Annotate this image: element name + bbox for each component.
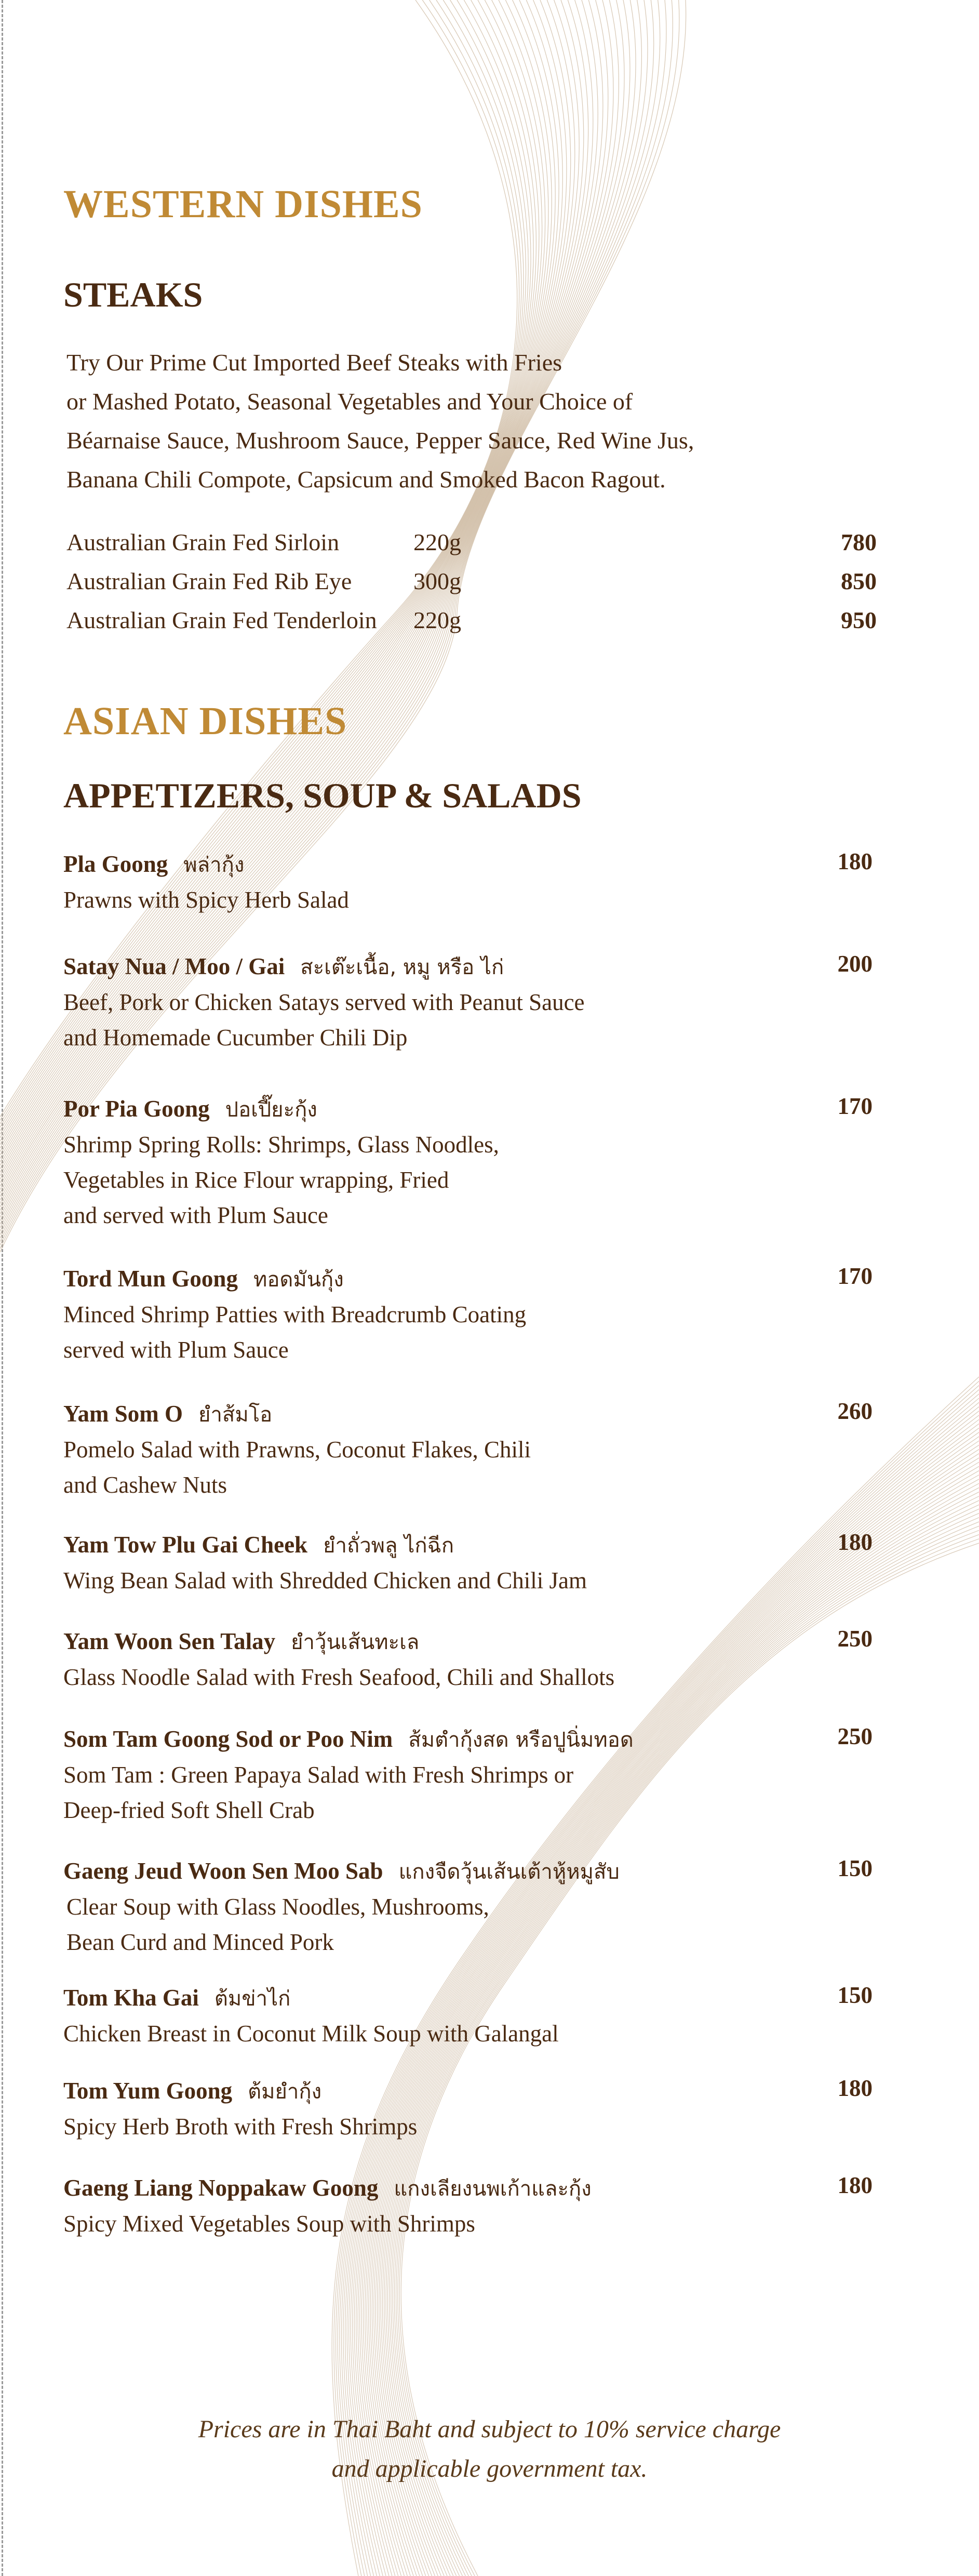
dish-thai-name: ต้มข่าไก่ xyxy=(214,1987,291,2011)
steak-price: 780 xyxy=(841,529,877,555)
disclaimer-line: and applicable government tax. xyxy=(331,2455,648,2482)
dish-price: 180 xyxy=(837,848,873,874)
dish-thai-name: ยำส้มโอ xyxy=(198,1403,273,1427)
dish-description: and Cashew Nuts xyxy=(63,1472,227,1498)
dish-description: and Homemade Cucumber Chili Dip xyxy=(63,1025,408,1051)
appetizers-soup-salads-title: APPETIZERS, SOUP & SALADS xyxy=(63,776,582,815)
dish-description: and served with Plum Sauce xyxy=(63,1202,328,1228)
dish-price: 170 xyxy=(837,1093,873,1119)
dish-name: Yam Woon Sen Talay xyxy=(63,1628,276,1654)
dish-thai-name: แกงเลียงนพเก้าและกุ้ง xyxy=(394,2177,592,2201)
dish-satay xyxy=(63,950,873,1055)
intro-line: Béarnaise Sauce, Mushroom Sauce, Pepper Sauce, Red Wine Jus, xyxy=(66,427,694,454)
steak-price: 950 xyxy=(841,607,877,633)
dish-price: 260 xyxy=(837,1398,873,1424)
dish-description: Deep-fried Soft Shell Crab xyxy=(63,1797,315,1823)
dish-price: 180 xyxy=(837,2075,873,2101)
dish-gaeng-liang xyxy=(63,2172,873,2241)
dish-tom-yum-goong xyxy=(63,2075,873,2144)
dish-name: Por Pia Goong xyxy=(63,1096,210,1122)
steak-row-rib-eye xyxy=(66,567,877,604)
steaks-title: STEAKS xyxy=(63,275,203,314)
dish-description: Prawns with Spicy Herb Salad xyxy=(63,887,349,913)
dish-description: Chicken Breast in Coconut Milk Soup with Galangal xyxy=(63,2021,559,2047)
dish-name: Tom Kha Gai xyxy=(63,1985,199,2011)
asian-dishes-title: ASIAN DISHES xyxy=(63,699,347,743)
steak-weight: 300g xyxy=(413,568,461,594)
dish-description: Bean Curd and Minced Pork xyxy=(66,1929,334,1955)
dish-description: Wing Bean Salad with Shredded Chicken and Chili Jam xyxy=(63,1568,587,1594)
dish-thai-name: ปอเปี๊ยะกุ้ง xyxy=(225,1098,317,1122)
steaks-intro xyxy=(66,343,846,499)
dish-price: 170 xyxy=(837,1263,873,1289)
dish-som-tam xyxy=(63,1723,873,1828)
steak-row-tenderloin xyxy=(66,606,877,643)
dish-description: Beef, Pork or Chicken Satays served with Peanut Sauce xyxy=(63,989,585,1015)
western-dishes-title: WESTERN DISHES xyxy=(63,182,423,226)
dish-description: Shrimp Spring Rolls: Shrimps, Glass Noodles, xyxy=(63,1132,499,1158)
steak-name: Australian Grain Fed Sirloin xyxy=(66,529,340,555)
dish-name: Gaeng Jeud Woon Sen Moo Sab xyxy=(63,1858,383,1884)
dish-tom-kha-gai xyxy=(63,1982,873,2051)
steak-weight: 220g xyxy=(413,529,461,555)
dish-description: Clear Soup with Glass Noodles, Mushrooms, xyxy=(66,1894,489,1920)
dish-description: served with Plum Sauce xyxy=(63,1337,289,1363)
dish-thai-name: ส้มตำกุ้งสด หรือปูนิ่มทอด xyxy=(408,1728,634,1752)
dish-description: Minced Shrimp Patties with Breadcrumb Coating xyxy=(63,1302,527,1327)
dish-yam-tow-plu-gai-cheek xyxy=(63,1529,873,1598)
dish-name: Tord Mun Goong xyxy=(63,1266,238,1292)
dish-price: 180 xyxy=(837,1529,873,1555)
dish-price: 200 xyxy=(837,951,873,977)
dish-price: 150 xyxy=(837,1855,873,1881)
dish-price: 250 xyxy=(837,1723,873,1749)
dish-thai-name: พล่ากุ้ง xyxy=(183,853,245,877)
dish-name: Yam Som O xyxy=(63,1401,183,1427)
dish-description: Spicy Herb Broth with Fresh Shrimps xyxy=(63,2114,418,2140)
dish-description: Pomelo Salad with Prawns, Coconut Flakes, Chili xyxy=(63,1437,531,1463)
dish-thai-name: แกงจืดวุ้นเส้นเต้าหู้หมูสับ xyxy=(398,1860,620,1884)
dish-por-pia-goong xyxy=(63,1093,873,1233)
dish-name: Satay Nua / Moo / Gai xyxy=(63,953,285,979)
dish-tord-mun-goong xyxy=(63,1263,873,1367)
disclaimer-line: Prices are in Thai Baht and subject to 10% service charge xyxy=(198,2415,781,2443)
dish-description: Vegetables in Rice Flour wrapping, Fried xyxy=(63,1167,449,1193)
dish-thai-name: สะเต๊ะเนื้อ, หมู หรือ ไก่ xyxy=(300,955,504,979)
dish-name: Som Tam Goong Sod or Poo Nim xyxy=(63,1726,393,1752)
dish-name: Gaeng Liang Noppakaw Goong xyxy=(63,2175,379,2201)
intro-line: or Mashed Potato, Seasonal Vegetables and Your Choice of xyxy=(66,388,633,415)
steak-name: Australian Grain Fed Rib Eye xyxy=(66,568,352,594)
dish-description: Glass Noodle Salad with Fresh Seafood, Chili and Shallots xyxy=(63,1664,615,1690)
dish-name: Pla Goong xyxy=(63,851,168,877)
intro-line: Try Our Prime Cut Imported Beef Steaks with Fries xyxy=(66,349,562,376)
steak-name: Australian Grain Fed Tenderloin xyxy=(66,607,377,633)
steak-price: 850 xyxy=(841,568,877,594)
dish-thai-name: ทอดมันกุ้ง xyxy=(253,1268,344,1292)
dish-gaeng-jeud xyxy=(63,1855,873,1960)
dish-price: 250 xyxy=(837,1626,873,1652)
dish-price: 150 xyxy=(837,1982,873,2008)
dish-yam-woon-sen-talay xyxy=(63,1625,873,1695)
steak-row-sirloin xyxy=(66,528,877,565)
dish-thai-name: ยำวุ้นเส้นทะเล xyxy=(291,1630,420,1654)
dish-thai-name: ต้มยำกุ้ง xyxy=(248,2080,322,2104)
dish-yam-som-o xyxy=(63,1398,873,1503)
steak-weight: 220g xyxy=(413,607,461,633)
dish-name: Yam Tow Plu Gai Cheek xyxy=(63,1532,308,1558)
dish-name: Tom Yum Goong xyxy=(63,2078,233,2104)
intro-line: Banana Chili Compote, Capsicum and Smoked Bacon Ragout. xyxy=(66,466,666,493)
dish-description: Spicy Mixed Vegetables Soup with Shrimps xyxy=(63,2211,475,2237)
price-disclaimer xyxy=(0,2410,979,2489)
dish-pla-goong xyxy=(63,848,873,918)
dish-price: 180 xyxy=(837,2172,873,2198)
dish-thai-name: ยำถั่วพลู ไก่ฉีก xyxy=(323,1534,454,1558)
dish-description: Som Tam : Green Papaya Salad with Fresh Shrimps or xyxy=(63,1762,574,1788)
